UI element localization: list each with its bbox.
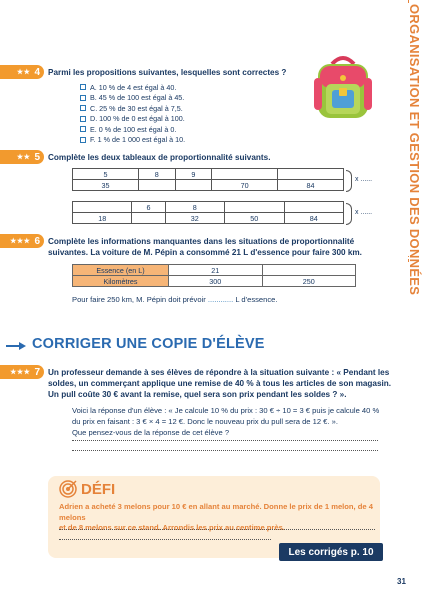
exercise-5-badge [0,150,44,164]
table-cell[interactable]: 70 [212,180,278,191]
multiplier-bracket [346,170,352,192]
option-item[interactable] [80,135,185,146]
option-label: C. 25 % de 30 est égal à 7,5. [90,103,183,113]
table-cell[interactable] [175,180,212,191]
table-cell[interactable] [138,180,175,191]
answer-line[interactable] [72,440,378,441]
exercise-4-options [80,82,185,145]
table-cell[interactable]: 300 [169,276,263,287]
section-title: CORRIGER UNE COPIE D'ÉLÈVE [32,336,265,352]
table-cell[interactable] [278,169,344,180]
target-icon [59,480,77,498]
student-answer-line-2: du prix en faisant : 3 € × 4 = 12 €. Donc le nouveau prix du pull sera de 12 €. ». [72,417,338,426]
option-label: D. 100 % de 0 est égal à 100. [90,114,185,124]
defi-text-line: et de 8 melons sur ce stand. Arrondis les prix au centime près. [59,523,285,532]
checkbox-icon[interactable] [80,105,86,111]
difficulty-stars: ★★ [16,69,31,76]
table-cell[interactable] [262,265,356,276]
table-cell[interactable]: 84 [278,180,344,191]
side-banner [394,0,424,296]
multiplier-bracket [346,203,352,225]
multiplier-label[interactable]: x ...... [355,209,373,216]
table-cell[interactable] [284,202,344,213]
sentence-text: L d'essence. [235,295,278,304]
backpack-illustration [312,54,374,120]
exercise-4-title: Parmi les propositions suivantes, lesquelles sont correctes ? [48,68,287,77]
defi-title: DÉFI [81,481,116,498]
table-cell[interactable]: 9 [175,169,212,180]
exercise-6-title-line-2: suivantes. La voiture de M. Pépin a consommé 21 L d'essence pour faire 300 km. [48,248,362,257]
checkbox-icon[interactable] [80,95,86,101]
option-label: F. 1 % de 1 000 est égal à 10. [90,135,186,145]
table-cell[interactable]: 32 [165,213,224,224]
table-cell[interactable] [225,202,284,213]
defi-text-line: Adrien a acheté 3 melons pour 10 € en allant au marché. Donne le prix de 1 melon, de 4 melons [59,502,373,522]
exercise-6-sentence [72,295,278,305]
option-item[interactable] [80,124,185,135]
student-answer-question: Que pensez-vous de la réponse de cet élève ? [72,428,230,437]
row-header: Essence (en L) [73,265,169,276]
table-cell[interactable]: 35 [73,180,139,191]
exercise-number: 5 [34,151,40,163]
exercise-4-badge [0,65,44,79]
option-item[interactable] [80,93,185,104]
multiplier-label[interactable]: x ...... [355,176,373,183]
student-answer-line-1: Voici la réponse d'un élève : « Je calcule 10 % du prix : 30 € ÷ 10 = 3 € puis je calcule 40 % [72,406,380,415]
option-item[interactable] [80,114,185,125]
answers-link-button[interactable]: Les corrigés p. 10 [279,543,383,561]
checkbox-icon[interactable] [80,84,86,90]
table-cell[interactable]: 6 [132,202,165,213]
option-label: A. 10 % de 4 est égal à 40. [90,82,177,92]
exercise-number: 6 [34,235,40,247]
checkbox-icon[interactable] [80,126,86,132]
checkbox-icon[interactable] [80,116,86,122]
page-number: 31 [397,577,406,586]
proportion-table-1 [72,168,344,191]
exercise-number: 4 [34,66,40,78]
exercise-7-title-line-1: Un professeur demande à ses élèves de répondre à la situation suivante : « Pendant les [48,368,390,377]
checkbox-icon[interactable] [80,137,86,143]
arrow-right-icon [6,342,26,350]
option-label: E. 0 % de 100 est égal à 0. [90,124,177,134]
table-cell[interactable] [212,169,278,180]
fuel-distance-table [72,264,356,287]
table-cell[interactable]: 250 [262,276,356,287]
answer-line[interactable] [59,529,375,530]
side-banner-title: ORGANISATION ET GESTION DES DONNÉES [396,4,422,256]
exercise-7-badge [0,365,44,379]
answer-line[interactable] [72,450,378,451]
proportion-table-2 [72,201,344,224]
table-cell[interactable]: 84 [284,213,344,224]
answer-blank[interactable]: ............ [207,295,234,304]
table-cell[interactable]: 18 [73,213,132,224]
answer-line[interactable] [59,539,271,540]
table-cell[interactable]: 8 [165,202,224,213]
table-cell[interactable]: 50 [225,213,284,224]
table-cell[interactable] [132,213,165,224]
exercise-number: 7 [34,366,40,378]
table-cell[interactable] [73,202,132,213]
exercise-6-title-line-1: Complète les informations manquantes dans les situations de proportionnalité [48,237,355,246]
exercise-7-title-line-2: soldes, un commerçant applique une remise de 40 % à tous les articles de son magasin. [48,379,392,388]
table-cell[interactable]: 5 [73,169,139,180]
difficulty-stars: ★★★ [10,369,31,376]
option-item[interactable] [80,82,185,93]
exercise-7-title-line-3: Un pull coûte 30 € avant la remise, quel sera son prix pendant les soldes ? ». [48,390,347,399]
exercise-6-badge [0,234,44,248]
option-label: B. 45 % de 100 est égal à 45. [90,93,185,103]
difficulty-stars: ★★ [16,154,31,161]
row-header: Kilomètres [73,276,169,287]
table-cell[interactable]: 21 [169,265,263,276]
sentence-text: Pour faire 250 km, M. Pépin doit prévoir [72,295,206,304]
option-item[interactable] [80,103,185,114]
exercise-5-title: Complète les deux tableaux de proportionnalité suivants. [48,153,271,162]
difficulty-stars: ★★★ [10,238,31,245]
table-cell[interactable]: 8 [138,169,175,180]
